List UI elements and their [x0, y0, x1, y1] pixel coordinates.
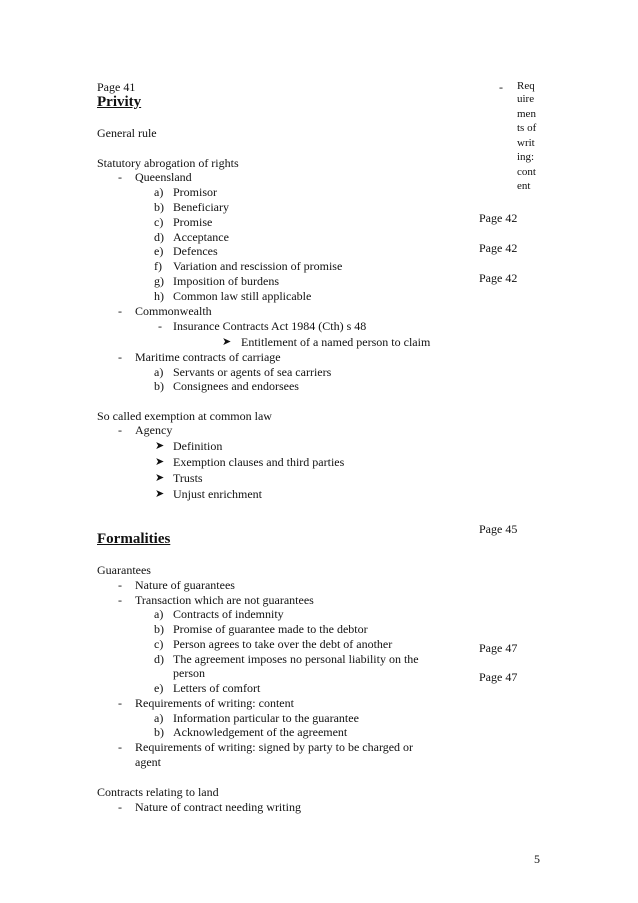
list-marker: c) [154, 215, 164, 229]
nature-of-guarantees: Nature of guarantees [135, 578, 235, 592]
dash-bullet: - [118, 696, 122, 710]
list-marker: e) [154, 681, 164, 695]
list-item: Imposition of burdens [173, 274, 279, 288]
agency-item: Definition [173, 439, 223, 453]
req-signed: Requirements of writing: signed by party to be charged or [135, 740, 414, 754]
list-marker: e) [154, 244, 164, 258]
exemption-heading: So called exemption at common law [97, 409, 272, 423]
arrow-bullet-icon: ➤ [155, 488, 165, 500]
list-marker: b) [154, 725, 164, 739]
sidebar-page-ref: Page 42 [479, 241, 518, 255]
sidebar-wrapped-line: cont [517, 166, 536, 178]
list-marker: h) [154, 289, 164, 303]
list-item: Letters of comfort [173, 681, 261, 695]
list-item: Beneficiary [173, 200, 229, 214]
named-person: Entitlement of a named person to claim [241, 335, 431, 349]
list-item-continuation: person [173, 666, 205, 680]
agency-item: Unjust enrichment [173, 487, 262, 501]
list-item: Acknowledgement of the agreement [173, 725, 348, 739]
list-marker: g) [154, 274, 164, 288]
statutory-heading: Statutory abrogation of rights [97, 156, 239, 170]
page-reference: Page 41 [97, 80, 136, 94]
land-heading: Contracts relating to land [97, 785, 219, 799]
list-marker: b) [154, 379, 164, 393]
sidebar-wrapped-line: Req [517, 80, 535, 92]
section-title-formalities: Formalities [97, 531, 171, 547]
agency-item: Exemption clauses and third parties [173, 455, 345, 469]
dash-bullet: - [158, 319, 162, 333]
dash-bullet: - [118, 304, 122, 318]
sidebar-wrapped-line: writ [517, 137, 535, 149]
list-item: Promisor [173, 185, 218, 199]
list-marker: b) [154, 622, 164, 636]
list-marker: a) [154, 185, 164, 199]
dash-bullet: - [118, 800, 122, 814]
sidebar-page-ref: Page 45 [479, 522, 518, 536]
list-marker: f) [154, 259, 162, 273]
guarantees: Guarantees [97, 563, 151, 577]
list-item: Promise of guarantee made to the debtor [173, 622, 368, 636]
list-item: Person agrees to take over the debt of another [173, 637, 393, 651]
sidebar-page-ref: Page 42 [479, 271, 518, 285]
page-number: 5 [534, 852, 540, 866]
list-item: Consignees and endorsees [173, 379, 299, 393]
sidebar-page-ref: Page 42 [479, 211, 518, 225]
list-item: Defences [173, 244, 218, 258]
list-item: Contracts of indemnity [173, 607, 284, 621]
list-marker: a) [154, 365, 164, 379]
agency: Agency [135, 423, 173, 437]
list-marker: d) [154, 652, 164, 666]
insurance-act: Insurance Contracts Act 1984 (Cth) s 48 [173, 319, 367, 333]
nature-writing: Nature of contract needing writing [135, 800, 301, 814]
sidebar-page-ref: Page 47 [479, 670, 518, 684]
transaction-heading: Transaction which are not guarantees [135, 593, 314, 607]
arrow-bullet-icon: ➤ [155, 472, 165, 484]
sidebar-wrapped-line: ing: [517, 151, 535, 163]
list-item: The agreement imposes no personal liability on the [173, 652, 419, 666]
arrow-bullet-icon: ➤ [155, 456, 165, 468]
list-item: Information particular to the guarantee [173, 711, 359, 725]
dash-bullet: - [118, 740, 122, 754]
list-item: Servants or agents of sea carriers [173, 365, 332, 379]
section-title-privity: Privity [97, 94, 142, 110]
agency-item: Trusts [173, 471, 203, 485]
sidebar-wrapped-line: uire [517, 93, 535, 105]
sidebar-dash: - [499, 80, 503, 94]
maritime: Maritime contracts of carriage [135, 350, 281, 364]
list-marker: a) [154, 711, 164, 725]
list-item: Promise [173, 215, 213, 229]
dash-bullet: - [118, 170, 122, 184]
list-marker: a) [154, 607, 164, 621]
dash-bullet: - [118, 350, 122, 364]
dash-bullet: - [118, 578, 122, 592]
sidebar-wrapped-line: men [517, 108, 536, 120]
sidebar-wrapped-line: ts of [517, 122, 537, 134]
dash-bullet: - [118, 423, 122, 437]
sidebar-page-ref: Page 47 [479, 641, 518, 655]
sidebar-wrapped-line: ent [517, 180, 531, 192]
queensland: Queensland [135, 170, 192, 184]
req-content: Requirements of writing: content [135, 696, 294, 710]
list-item: Acceptance [173, 230, 229, 244]
req-signed-continuation: agent [135, 755, 161, 769]
list-marker: d) [154, 230, 164, 244]
dash-bullet: - [118, 593, 122, 607]
arrow-bullet-icon: ➤ [222, 336, 232, 348]
list-item: Variation and rescission of promise [173, 259, 343, 273]
general-rule: General rule [97, 126, 157, 140]
commonwealth: Commonwealth [135, 304, 212, 318]
list-marker: b) [154, 200, 164, 214]
arrow-bullet-icon: ➤ [155, 440, 165, 452]
list-item: Common law still applicable [173, 289, 312, 303]
list-marker: c) [154, 637, 164, 651]
